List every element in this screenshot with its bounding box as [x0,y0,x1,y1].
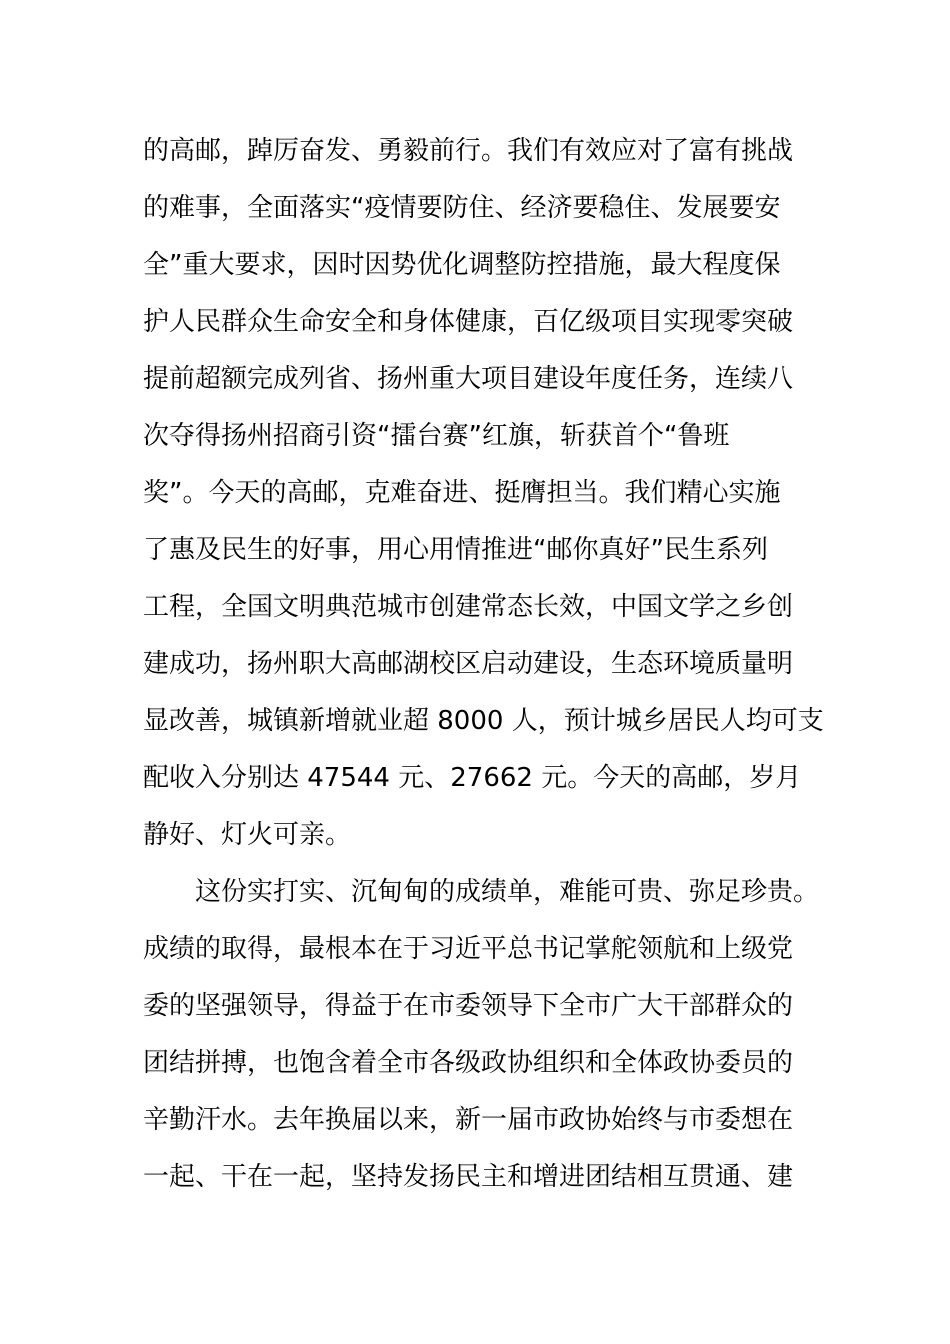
text-line: 静好、灯火可亲。 [143,820,352,850]
text-line: 了惠及民生的好事，用心用情推进“邮你真好”民生系列 [143,535,768,565]
text-line: 显改善，城镇新增就业超 8000 人，预计城乡居民人均可支 [143,706,824,736]
text-line: 提前超额完成列省、扬州重大项目建设年度任务，连续八 [143,364,794,394]
text-line: 护人民群众生命安全和身体健康，百亿级项目实现零突破 [143,307,794,337]
text-line: 团结拼搏，也饱含着全市各级政协组织和全体政协委员的 [143,1048,794,1078]
text-line: 建成功，扬州职大高邮湖校区启动建设，生态环境质量明 [143,649,794,679]
text-line: 奖”。今天的高邮，克难奋进、挺膺担当。我们精心实施 [143,478,781,508]
text-line: 辛勤汗水。去年换届以来，新一届市政协始终与市委想在 [143,1105,794,1135]
text-line: 次夺得扬州招商引资“擂台赛”红旗，斩获首个“鲁班 [143,421,730,451]
text-line: 的难事，全面落实“疫情要防住、经济要稳住、发展要安 [143,193,781,223]
text-line: 成绩的取得，最根本在于习近平总书记掌舵领航和上级党 [143,934,794,964]
text-line: 委的坚强领导，得益于在市委领导下全市广大干部群众的 [143,991,794,1021]
text-line: 全”重大要求，因时因势优化调整防控措施，最大程度保 [143,250,781,280]
text-line: 工程，全国文明典范城市创建常态长效，中国文学之乡创 [143,592,794,622]
text-line: 的高邮，踔厉奋发、勇毅前行。我们有效应对了富有挑战 [143,136,794,166]
text-line: 配收入分别达 47544 元、27662 元。今天的高邮，岁月 [143,763,802,793]
text-line: 一起、干在一起，坚持发扬民主和增进团结相互贯通、建 [143,1162,794,1192]
paragraph-first-line: 这份实打实、沉甸甸的成绩单，难能可贵、弥足珍贵。 [195,877,820,907]
